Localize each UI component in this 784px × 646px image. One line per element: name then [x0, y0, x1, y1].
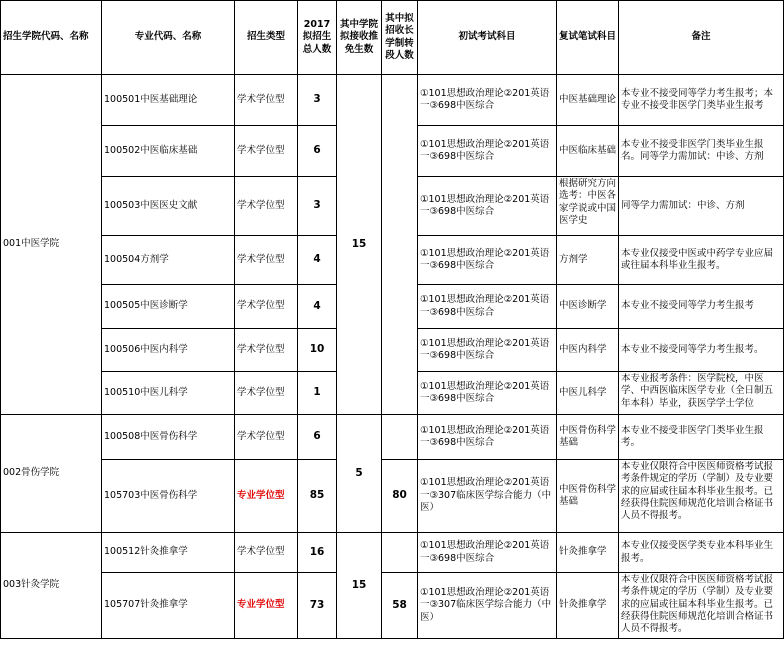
special-count: 58 [382, 573, 418, 639]
header-total: 2017拟招生总人数 [298, 1, 337, 75]
total-count: 1 [298, 372, 337, 415]
first-exam-subjects: ①101思想政治理论②201英语一③698中医综合 [418, 236, 557, 285]
exempt-count: 15 [337, 533, 382, 639]
major-name: 100503中医医史文献 [102, 177, 235, 236]
first-exam-subjects: ①101思想政治理论②201英语一③698中医综合 [418, 285, 557, 329]
header-major: 专业代码、名称 [102, 1, 235, 75]
college-name: 003针灸学院 [1, 533, 102, 639]
first-exam-subjects: ①101思想政治理论②201英语一③307临床医学综合能力（中医） [418, 573, 557, 639]
retest-subject: 中医临床基础 [557, 126, 619, 177]
enroll-type: 学术学位型 [235, 126, 298, 177]
total-count: 3 [298, 75, 337, 126]
college-name: 001中医学院 [1, 75, 102, 415]
major-name: 100510中医儿科学 [102, 372, 235, 415]
retest-subject: 中医内科学 [557, 329, 619, 372]
header-type: 招生类型 [235, 1, 298, 75]
special-count [382, 75, 418, 415]
table-row [1, 415, 784, 460]
enroll-type: 学术学位型 [235, 285, 298, 329]
row-note [619, 177, 784, 236]
enroll-type: 学术学位型 [235, 533, 298, 573]
major-name: 100502中医临床基础 [102, 126, 235, 177]
header-special: 其中拟招收长学制转段人数 [382, 1, 418, 75]
row-note-text: 本专业仅接受中医或中药学专业应届或往届本科毕业生报考。 [621, 247, 774, 271]
table-row [1, 75, 784, 126]
first-exam-subjects: ①101思想政治理论②201英语一③698中医综合 [418, 126, 557, 177]
row-note-text: 本专业报考条件：医学院校，中医学、中西医临床医学专业（全日制五年本科）毕业，获医学学士学位 [621, 373, 774, 409]
row-note: 本专业不接受同等学力考生报考。 [619, 329, 784, 372]
retest-subject: 中医骨伤科学基础 [557, 415, 619, 460]
row-note [619, 236, 784, 285]
major-name: 100505中医诊断学 [102, 285, 235, 329]
table-row [1, 533, 784, 573]
row-note: 本专业不接受非医学门类毕业生报名。同等学力需加试：中诊、方剂 [619, 126, 784, 177]
enroll-type: 专业学位型 [235, 573, 298, 639]
first-exam-subjects: ①101思想政治理论②201英语一③698中医综合 [418, 329, 557, 372]
row-note-text: 本专业仅接受医学类专业本科毕业生报考。 [621, 540, 774, 564]
row-note-text: 本专业仅限符合中医医师资格考试报考条件规定的学历（学制）及专业要求的应届或往届本科毕业生报考。已经获得住院医师规范化培训合格证书人员不得报考。 [621, 461, 774, 522]
header-college: 招生学院代码、名称 [1, 1, 102, 75]
retest-subject [557, 177, 619, 236]
enroll-type: 学术学位型 [235, 75, 298, 126]
row-note [619, 372, 784, 415]
major-name: 100506中医内科学 [102, 329, 235, 372]
total-count: 6 [298, 415, 337, 460]
major-name: 100508中医骨伤科学 [102, 415, 235, 460]
major-name: 105703中医骨伤科学 [102, 460, 235, 533]
first-exam-subjects: ①101思想政治理论②201英语一③698中医综合 [418, 533, 557, 573]
total-count: 85 [298, 460, 337, 533]
row-note: 本专业不接受同等学力考生报考 [619, 285, 784, 329]
special-count-empty [382, 415, 418, 460]
retest-subject: 中医儿科学 [557, 372, 619, 415]
exempt-count: 15 [337, 75, 382, 415]
retest-subject: 中医骨伤科学基础 [557, 460, 619, 533]
total-count: 10 [298, 329, 337, 372]
major-name: 105707针灸推拿学 [102, 573, 235, 639]
first-exam-subjects: ①101思想政治理论②201英语一③698中医综合 [418, 177, 557, 236]
retest-subject: 方剂学 [557, 236, 619, 285]
header-retest: 复试笔试科目 [557, 1, 619, 75]
special-count: 80 [382, 460, 418, 533]
enroll-type: 学术学位型 [235, 177, 298, 236]
header-row [1, 1, 784, 75]
first-exam-subjects: ①101思想政治理论②201英语一③698中医综合 [418, 415, 557, 460]
row-note-text: 本专业仅限符合中医医师资格考试报考条件规定的学历（学制）及专业要求的应届或往届本科毕业生报考。已经获得住院医师规范化培训合格证书人员不得报考。 [621, 574, 774, 635]
exempt-count: 5 [337, 415, 382, 533]
retest-subject: 针灸推拿学 [557, 573, 619, 639]
enroll-type: 学术学位型 [235, 415, 298, 460]
enroll-type: 学术学位型 [235, 329, 298, 372]
major-name: 100504方剂学 [102, 236, 235, 285]
row-note: 本专业不接受同等学力考生报考；本专业不接受非医学门类毕业生报考 [619, 75, 784, 126]
retest-subject: 中医基础理论 [557, 75, 619, 126]
total-count: 73 [298, 573, 337, 639]
row-note [619, 533, 784, 573]
total-count: 3 [298, 177, 337, 236]
row-note-text: 本专业不接受非医学门类毕业生报考。 [621, 424, 764, 448]
first-exam-subjects: ①101思想政治理论②201英语一③698中医综合 [418, 75, 557, 126]
row-note [619, 460, 784, 533]
major-name: 100501中医基础理论 [102, 75, 235, 126]
total-count: 6 [298, 126, 337, 177]
first-exam-subjects: ①101思想政治理论②201英语一③698中医综合 [418, 372, 557, 415]
row-note-text: 同等学力需加试：中诊、方剂 [621, 199, 745, 211]
enroll-type: 学术学位型 [235, 372, 298, 415]
enroll-type: 专业学位型 [235, 460, 298, 533]
retest-subject: 中医诊断学 [557, 285, 619, 329]
college-name: 002骨伤学院 [1, 415, 102, 533]
table-row [1, 573, 784, 639]
header-exempt: 其中学院拟接收推免生数 [337, 1, 382, 75]
header-first-exam: 初试考试科目 [418, 1, 557, 75]
first-exam-subjects: ①101思想政治理论②201英语一③307临床医学综合能力（中医） [418, 460, 557, 533]
total-count: 4 [298, 236, 337, 285]
enroll-type: 学术学位型 [235, 236, 298, 285]
retest-subject-text: 根据研究方向选考：中医各家学说或中国医学史 [559, 178, 616, 227]
row-note [619, 573, 784, 639]
table-row [1, 460, 784, 533]
header-notes: 备注 [619, 1, 784, 75]
major-name: 100512针灸推拿学 [102, 533, 235, 573]
total-count: 16 [298, 533, 337, 573]
row-note [619, 415, 784, 460]
total-count: 4 [298, 285, 337, 329]
special-count-empty [382, 533, 418, 573]
retest-subject: 针灸推拿学 [557, 533, 619, 573]
